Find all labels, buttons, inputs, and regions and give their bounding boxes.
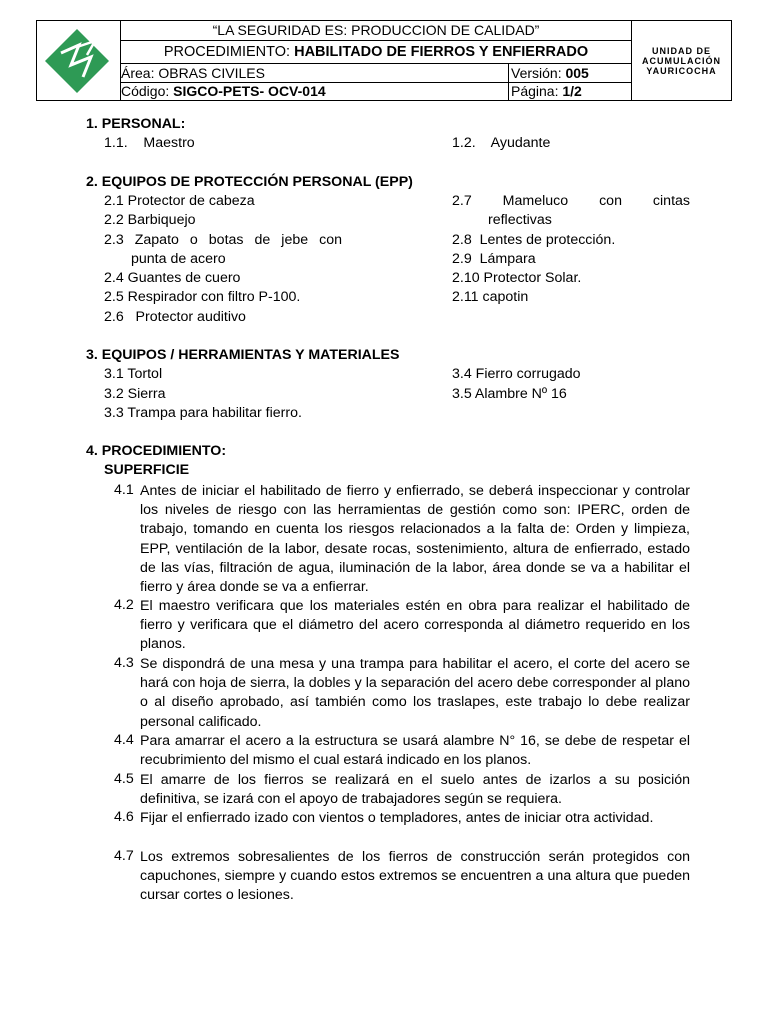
code-value: SIGCO-PETS- OCV-014 xyxy=(173,83,326,99)
page-cell xyxy=(508,83,582,100)
epp-item-2-6: 2.6 Protector auditivo xyxy=(104,309,246,325)
epp-item-2-11: 2.11 capotin xyxy=(452,289,529,305)
page-value: 1/2 xyxy=(562,83,582,99)
version-cell xyxy=(508,64,589,82)
epp-item-2-4: 2.4 Guantes de cuero xyxy=(104,270,241,286)
epp-item-2-10: 2.10 Protector Solar. xyxy=(452,270,582,286)
epp-item-2-1: 2.1 Protector de cabeza xyxy=(104,193,255,209)
tool-item-3-4: 3.4 Fierro corrugado xyxy=(452,366,581,382)
code-cell xyxy=(121,83,326,99)
epp-item-2-7-cont: reflectivas xyxy=(488,212,552,228)
procedure-title: HABILITADO DE FIERROS Y ENFIERRADO xyxy=(294,44,589,60)
step-number: 4.3 xyxy=(114,655,134,671)
step-text: El maestro verificara que los materiales estén en obra para realizar el habilitado de fierro y verificara que el diámetro del acero corresponda al diámetro requerido en los planos. xyxy=(140,598,690,653)
epp-item-2-2: 2.2 Barbiquejo xyxy=(104,212,196,228)
step-number: 4.6 xyxy=(114,809,134,825)
epp-item-2-7: 2.7 Mameluco con cintas xyxy=(452,193,690,209)
unit-name xyxy=(631,21,731,100)
epp-item-2-3: 2.3 Zapato o botas de jebe con xyxy=(104,232,342,248)
personal-item-1: 1.1. Maestro xyxy=(104,135,195,151)
section-personal-title: 1. PERSONAL: xyxy=(86,116,186,132)
step-text: Fijar el enfierrado izado con vientos o templadores, antes de iniciar otra actividad. xyxy=(140,810,654,826)
step-text: Se dispondrá de una mesa y una trampa para habilitar el acero, el corte del acero se hará con hoja de sierra, la dobles y la separación del acero debe corresponder al plano o al diseño aprobado, así también como los traslapes, este trabajo lo debe realizar personal calificado. xyxy=(140,656,690,730)
tool-item-3-1: 3.1 Tortol xyxy=(104,366,163,382)
epp-item-2-9: 2.9 Lámpara xyxy=(452,251,536,267)
unit-line-1: UNIDAD DE xyxy=(651,45,711,56)
step-number: 4.1 xyxy=(114,482,134,498)
version-label: Versión: xyxy=(511,65,566,81)
step-number: 4.2 xyxy=(114,597,134,613)
procedure-subtitle: SUPERFICIE xyxy=(104,462,190,478)
slogan-row xyxy=(121,21,631,41)
code-row xyxy=(121,83,631,100)
section-procedure-title: 4. PROCEDIMIENTO: xyxy=(86,443,227,459)
area-label: Área: OBRAS CIVILES xyxy=(121,65,265,81)
code-label: Código: xyxy=(121,83,174,99)
diamond-logo-icon xyxy=(37,21,121,100)
version-value: 005 xyxy=(565,65,589,81)
slogan: “LA SEGURIDAD ES: PRODUCCION DE CALIDAD” xyxy=(212,22,540,38)
tool-item-3-5: 3.5 Alambre Nº 16 xyxy=(452,386,567,402)
epp-item-2-8: 2.8 Lentes de protección. xyxy=(452,232,616,248)
step-number: 4.5 xyxy=(114,771,134,787)
step-text: El amarre de los fierros se realizará en el suelo antes de izarlos a su posición definitiva, se izará con el apoyo de trabajadores según se requiera. xyxy=(140,772,690,808)
section-tools-title: 3. EQUIPOS / HERRAMIENTAS Y MATERIALES xyxy=(86,347,400,363)
area-row xyxy=(121,64,631,83)
procedure-row xyxy=(121,41,631,64)
epp-item-2-5: 2.5 Respirador con filtro P-100. xyxy=(104,289,301,305)
step-number: 4.7 xyxy=(114,848,134,864)
unit-line-2: ACUMULACIÓN xyxy=(642,55,721,66)
step-text: Los extremos sobresalientes de los fierros de construcción serán protegidos con capuchones, siempre y cuando estos extremos se encuentren a una altura que pueden cursar cortes o lesiones. xyxy=(140,849,690,904)
unit-line-3: YAURICOCHA xyxy=(646,65,717,76)
procedure-prefix: PROCEDIMIENTO: xyxy=(163,44,295,60)
company-logo xyxy=(37,21,121,100)
personal-item-2: 1.2. Ayudante xyxy=(452,135,551,151)
step-text: Para amarrar el acero a la estructura se usará alambre N° 16, se debe de respetar el recubrimiento del mismo el cual estará indicado en los planos. xyxy=(140,733,690,769)
section-epp-title: 2. EQUIPOS DE PROTECCIÓN PERSONAL (EPP) xyxy=(86,174,413,190)
epp-item-2-3-cont: punta de acero xyxy=(131,251,226,267)
document-header xyxy=(36,20,732,101)
step-number: 4.4 xyxy=(114,732,134,748)
step-text: Antes de iniciar el habilitado de fierro y enfierrado, se deberá inspeccionar y controlar los niveles de riesgo con las herramientas de gestión como son: IPERC, orden de trabajo, tomando en cuenta los riesgos relacionados a la falta de: Orden y limpieza, EPP, ventilación de la labor, desate rocas, sostenimiento, altura de enfierrado, estado de las vías, filtración de agua, iluminación de la labor, área donde se va a habilitar el fierro y área donde se va a enfierrar. xyxy=(140,483,690,596)
tool-item-3-3: 3.3 Trampa para habilitar fierro. xyxy=(104,405,302,421)
tool-item-3-2: 3.2 Sierra xyxy=(104,386,166,402)
page-label: Página: xyxy=(511,83,563,99)
